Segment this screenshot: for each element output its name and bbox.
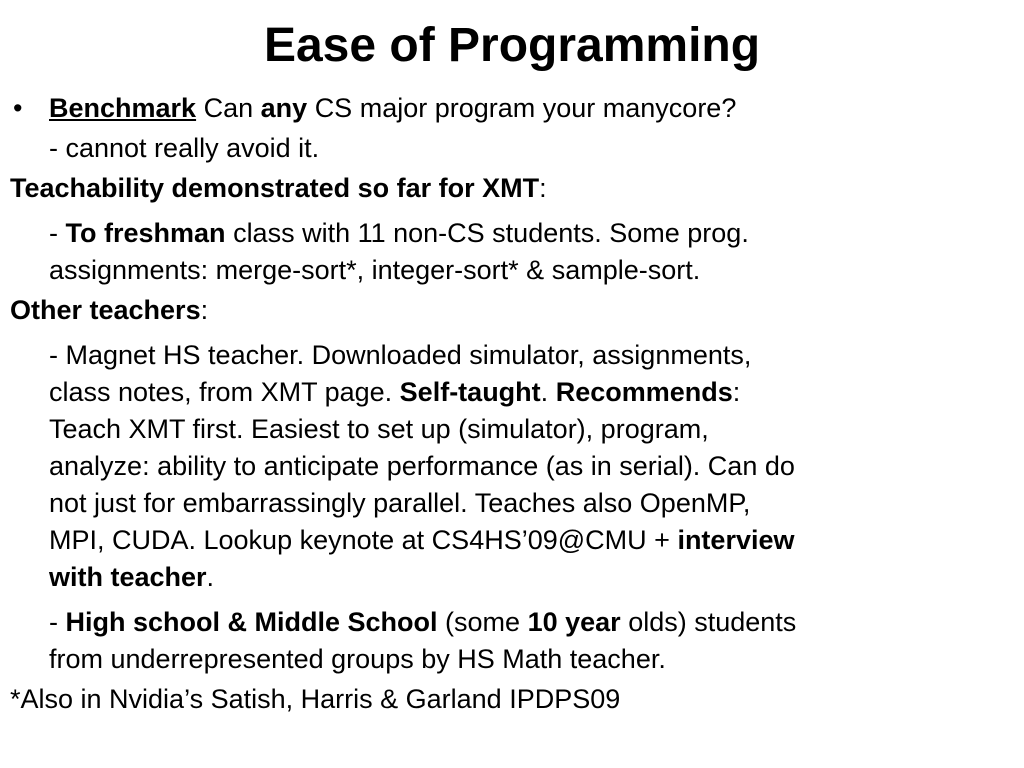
benchmark-text-2: CS major program your manycore? (314, 93, 737, 123)
other-teachers-bold: Other teachers (10, 295, 201, 325)
magnet-dot: . (540, 377, 549, 407)
other-teachers-heading (10, 292, 1010, 329)
benchmark-bullet (10, 90, 1010, 127)
magnet-end-dot: . (206, 562, 215, 592)
highschool-line-1 (49, 604, 1010, 641)
highschool-paragraph (10, 604, 1010, 678)
magnet-paragraph (10, 337, 1010, 596)
teachability-colon: : (539, 173, 547, 203)
magnet-line-1: - Magnet HS teacher. Downloaded simulator, assignments, (49, 340, 752, 370)
magnet-recommends: Recommends (555, 377, 733, 407)
other-teachers-colon: : (200, 295, 209, 325)
magnet-line-5: not just for embarrassingly parallel. Teaches also OpenMP, (49, 488, 751, 518)
cannot-avoid-line: - cannot really avoid it. (49, 133, 320, 163)
benchmark-label: Benchmark (49, 93, 197, 123)
highschool-rest: olds) students (628, 607, 797, 637)
highschool-line-2: from underrepresented groups by HS Math teacher. (49, 644, 666, 674)
freshman-rest: class with 11 non-CS students. Some prog. (233, 218, 749, 248)
magnet-lookup: MPI, CUDA. Lookup keynote at CS4HS’09@CMU + (49, 525, 670, 555)
highschool-dash: - (49, 607, 58, 637)
freshman-dash: - (49, 218, 58, 248)
benchmark-text-1: Can (203, 93, 254, 123)
freshman-bold: To freshman (65, 218, 226, 248)
magnet-with-teacher: with teacher (49, 562, 207, 592)
magnet-interview: interview (677, 525, 795, 555)
bullet-icon: • (13, 93, 23, 123)
freshman-line-2: assignments: merge-sort*, integer-sort* & sample-sort. (49, 255, 701, 285)
magnet-line-3: Teach XMT first. Easiest to set up (simulator), program, (49, 414, 709, 444)
magnet-line-6 (49, 522, 1010, 559)
highschool-ten-year: 10 year (527, 607, 621, 637)
teachability-heading (10, 170, 1010, 207)
slide-body (10, 90, 1010, 718)
teachability-bold: Teachability demonstrated so far for XMT (10, 173, 540, 203)
highschool-some: (some (445, 607, 521, 637)
magnet-class-notes: class notes, from XMT page. (49, 377, 393, 407)
freshman-paragraph (10, 215, 1010, 289)
slide-title: Ease of Programming (263, 19, 761, 72)
footnote: *Also in Nvidia’s Satish, Harris & Garland IPDPS09 (10, 684, 621, 714)
magnet-line-7 (49, 559, 1010, 596)
freshman-line-1 (49, 215, 1010, 252)
highschool-bold: High school & Middle School (65, 607, 438, 637)
magnet-line-4: analyze: ability to anticipate performance (as in serial). Can do (49, 451, 795, 481)
magnet-self-taught: Self-taught (399, 377, 541, 407)
benchmark-any: any (260, 93, 308, 123)
magnet-line-2 (49, 374, 1010, 411)
magnet-colon: : (732, 377, 741, 407)
